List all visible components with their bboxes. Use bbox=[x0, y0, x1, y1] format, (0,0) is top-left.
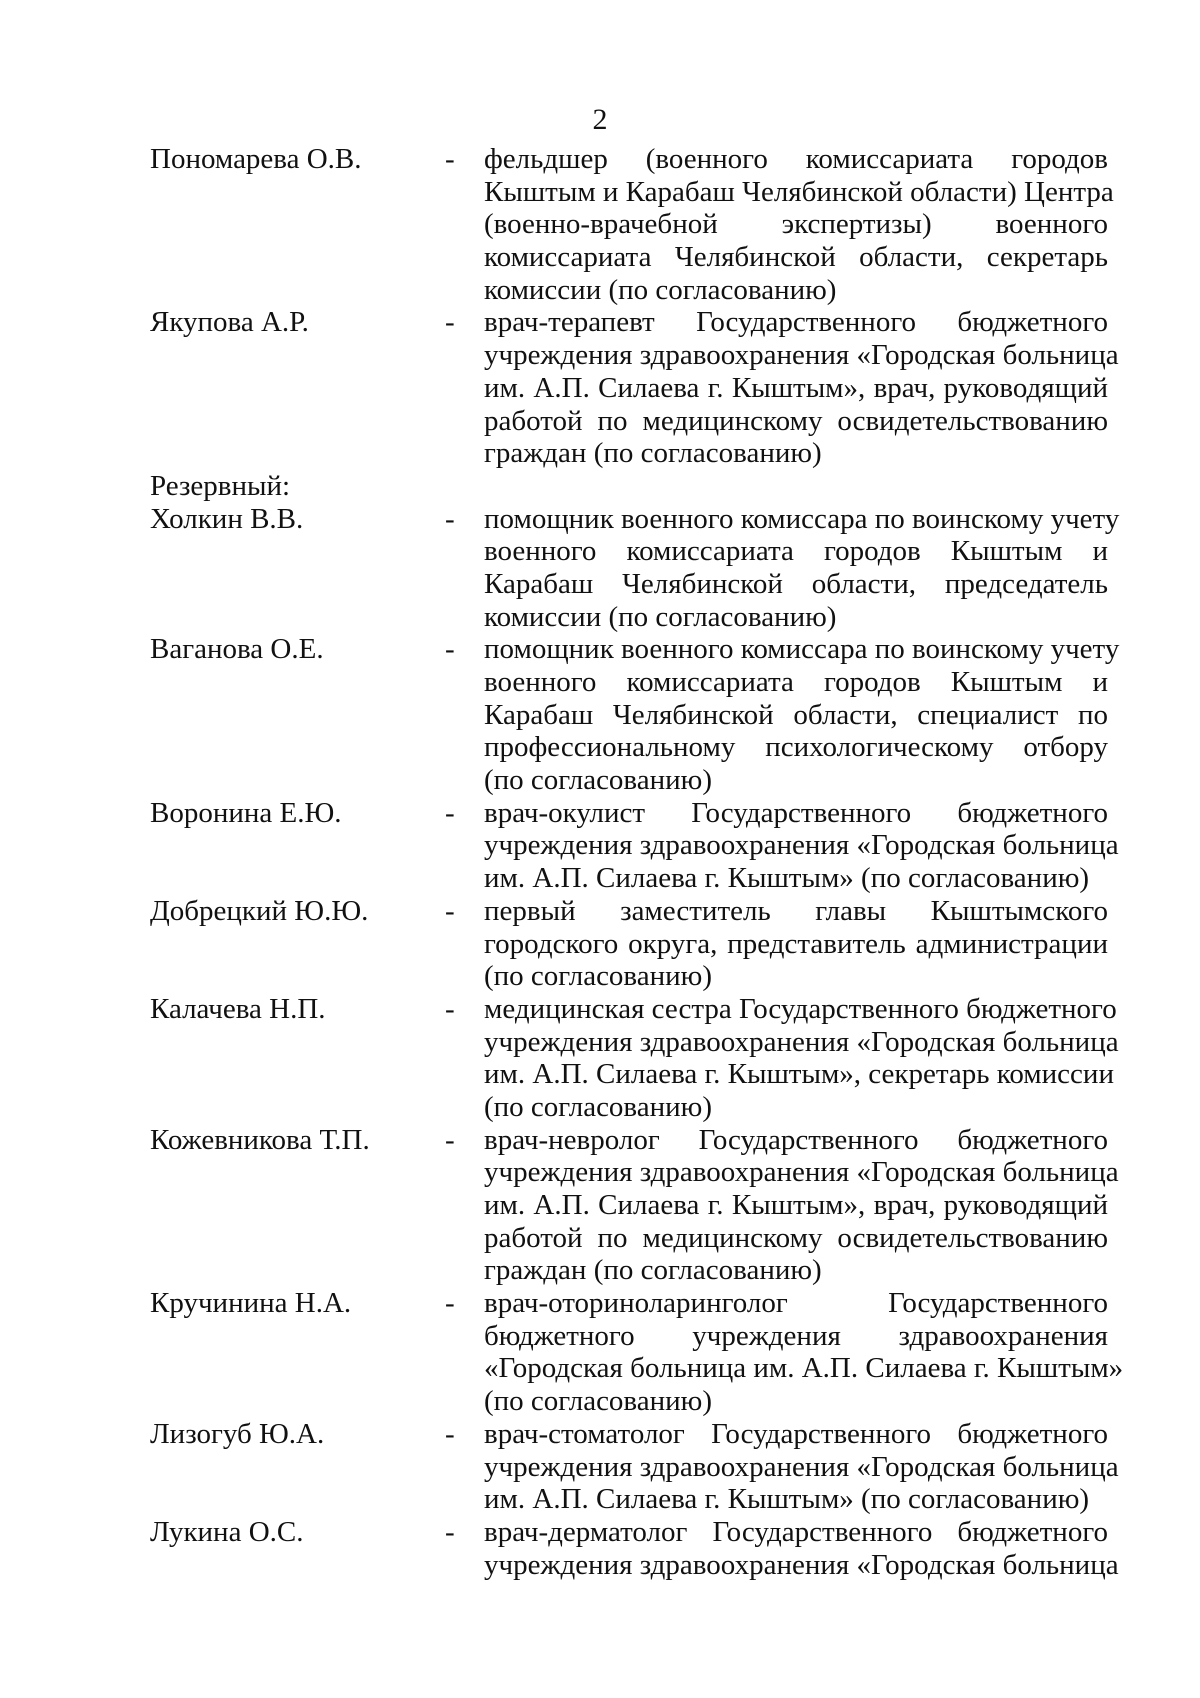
description-line: Карабаш Челябинской области, специалист по bbox=[484, 698, 1108, 731]
main-members bbox=[0, 143, 1200, 470]
reserve-members bbox=[0, 503, 1200, 1582]
reserve-heading bbox=[0, 470, 1200, 503]
description-line: врач-невролог Государственного бюджетного bbox=[484, 1123, 1108, 1156]
dash-separator: - bbox=[445, 1515, 455, 1548]
member-name: Добрецкий Ю.Ю. bbox=[150, 894, 369, 927]
member-description bbox=[484, 992, 1119, 1124]
dash-separator: - bbox=[445, 1287, 455, 1320]
description-line: профессиональному психологическому отбору bbox=[484, 731, 1108, 764]
description-line: комиссариата Челябинской области, секретарь bbox=[484, 241, 1108, 274]
description-line: граждан (по согласованию) bbox=[484, 437, 822, 470]
description-line: городского округа, представитель администрации bbox=[484, 927, 1108, 960]
member-entry bbox=[0, 1516, 1200, 1581]
member-entry bbox=[0, 1287, 1200, 1418]
description-line: учреждения здравоохранения «Городская больница bbox=[484, 339, 1119, 372]
description-line: граждан (по согласованию) bbox=[484, 1254, 822, 1287]
member-entry bbox=[0, 633, 1200, 796]
member-name: Кручинина Н.А. bbox=[150, 1287, 352, 1320]
description-line: учреждения здравоохранения «Городская больница bbox=[484, 1548, 1119, 1581]
dash-separator: - bbox=[445, 796, 455, 829]
description-line: военного комиссариата городов Кыштым и bbox=[484, 666, 1108, 698]
commission-list bbox=[0, 143, 1200, 1581]
member-entry bbox=[0, 895, 1200, 993]
member-description bbox=[484, 1417, 1119, 1516]
member-description bbox=[484, 633, 1120, 797]
description-line: им. А.П. Силаева г. Кыштым», секретарь комиссии bbox=[484, 1058, 1114, 1091]
description-line: врач-терапевт Государственного бюджетного bbox=[484, 306, 1108, 339]
member-name: Лизогуб Ю.А. bbox=[150, 1417, 325, 1450]
member-name: Кожевникова Т.П. bbox=[150, 1123, 370, 1156]
description-line: им. А.П. Силаева г. Кыштым» (по согласованию) bbox=[484, 862, 1090, 895]
description-line: (военно-врачебной экспертизы) военного bbox=[484, 208, 1108, 241]
dash-separator: - bbox=[445, 894, 455, 927]
description-line: «Городская больница им. А.П. Силаева г. Кыштым» bbox=[484, 1352, 1124, 1385]
member-entry bbox=[0, 306, 1200, 469]
dash-separator: - bbox=[445, 1123, 455, 1156]
dash-separator: - bbox=[445, 992, 455, 1025]
description-line: помощник военного комиссара по воинскому учету bbox=[484, 502, 1120, 535]
member-description bbox=[484, 1123, 1119, 1287]
member-entry bbox=[0, 503, 1200, 634]
description-line: (по согласованию) bbox=[484, 1090, 712, 1123]
dash-separator: - bbox=[445, 143, 455, 175]
member-entry bbox=[0, 1124, 1200, 1287]
description-line: комиссии (по согласованию) bbox=[484, 273, 837, 306]
description-line: военного комиссариата городов Кыштым и bbox=[484, 535, 1108, 568]
description-line: им. А.П. Силаева г. Кыштым», врач, руководящий bbox=[484, 371, 1108, 404]
reserve-heading-label: Резервный: bbox=[150, 469, 291, 502]
description-line: им. А.П. Силаева г. Кыштым» (по согласованию) bbox=[484, 1483, 1090, 1516]
description-line: помощник военного комиссара по воинскому учету bbox=[484, 633, 1120, 666]
description-line: учреждения здравоохранения «Городская больница bbox=[484, 1156, 1119, 1189]
member-name: Холкин В.В. bbox=[150, 502, 304, 535]
description-line: фельдшер (военного комиссариата городов bbox=[484, 143, 1108, 175]
member-description bbox=[484, 502, 1120, 634]
member-name: Воронина Е.Ю. bbox=[150, 796, 342, 829]
description-line: (по согласованию) bbox=[484, 764, 712, 797]
description-line: учреждения здравоохранения «Городская больница bbox=[484, 1450, 1119, 1483]
description-line: Кыштым и Карабаш Челябинской области) Центра bbox=[484, 175, 1114, 208]
description-line: медицинская сестра Государственного бюджетного bbox=[484, 992, 1117, 1025]
member-name: Лукина О.С. bbox=[150, 1515, 304, 1548]
description-line: учреждения здравоохранения «Городская больница bbox=[484, 829, 1119, 862]
description-line: врач-дерматолог Государственного бюджетного bbox=[484, 1515, 1108, 1548]
member-name: Ваганова О.Е. bbox=[150, 633, 324, 666]
member-description bbox=[484, 796, 1119, 895]
description-line: врач-оториноларинголог Государственного bbox=[484, 1287, 1108, 1320]
member-name: Якупова А.Р. bbox=[150, 306, 309, 339]
description-line: первый заместитель главы Кыштымского bbox=[484, 894, 1108, 927]
description-line: работой по медицинскому освидетельствованию bbox=[484, 1221, 1108, 1254]
description-line: врач-стоматолог Государственного бюджетного bbox=[484, 1417, 1108, 1450]
member-entry bbox=[0, 1418, 1200, 1516]
member-entry bbox=[0, 993, 1200, 1124]
description-line: (по согласованию) bbox=[484, 1385, 712, 1418]
member-name: Пономарева О.В. bbox=[150, 143, 362, 175]
description-line: им. А.П. Силаева г. Кыштым», врач, руководящий bbox=[484, 1189, 1108, 1221]
member-description bbox=[484, 143, 1114, 306]
dash-separator: - bbox=[445, 633, 455, 666]
dash-separator: - bbox=[445, 502, 455, 535]
member-entry bbox=[0, 143, 1200, 306]
member-name: Калачева Н.П. bbox=[150, 992, 326, 1025]
member-description bbox=[484, 306, 1119, 470]
dash-separator: - bbox=[445, 1417, 455, 1450]
description-line: учреждения здравоохранения «Городская больница bbox=[484, 1025, 1119, 1058]
description-line: Карабаш Челябинской области, председатель bbox=[484, 567, 1108, 600]
page-number: 2 bbox=[592, 103, 608, 136]
member-description bbox=[484, 1287, 1124, 1418]
dash-separator: - bbox=[445, 306, 455, 339]
description-line: комиссии (по согласованию) bbox=[484, 600, 837, 633]
member-entry bbox=[0, 797, 1200, 895]
description-line: бюджетного учреждения здравоохранения bbox=[484, 1319, 1108, 1352]
description-line: врач-окулист Государственного бюджетного bbox=[484, 796, 1108, 829]
description-line: работой по медицинскому освидетельствованию bbox=[484, 404, 1108, 437]
member-description bbox=[484, 1515, 1119, 1581]
member-description bbox=[484, 895, 1108, 993]
description-line: (по согласованию) bbox=[484, 960, 712, 993]
